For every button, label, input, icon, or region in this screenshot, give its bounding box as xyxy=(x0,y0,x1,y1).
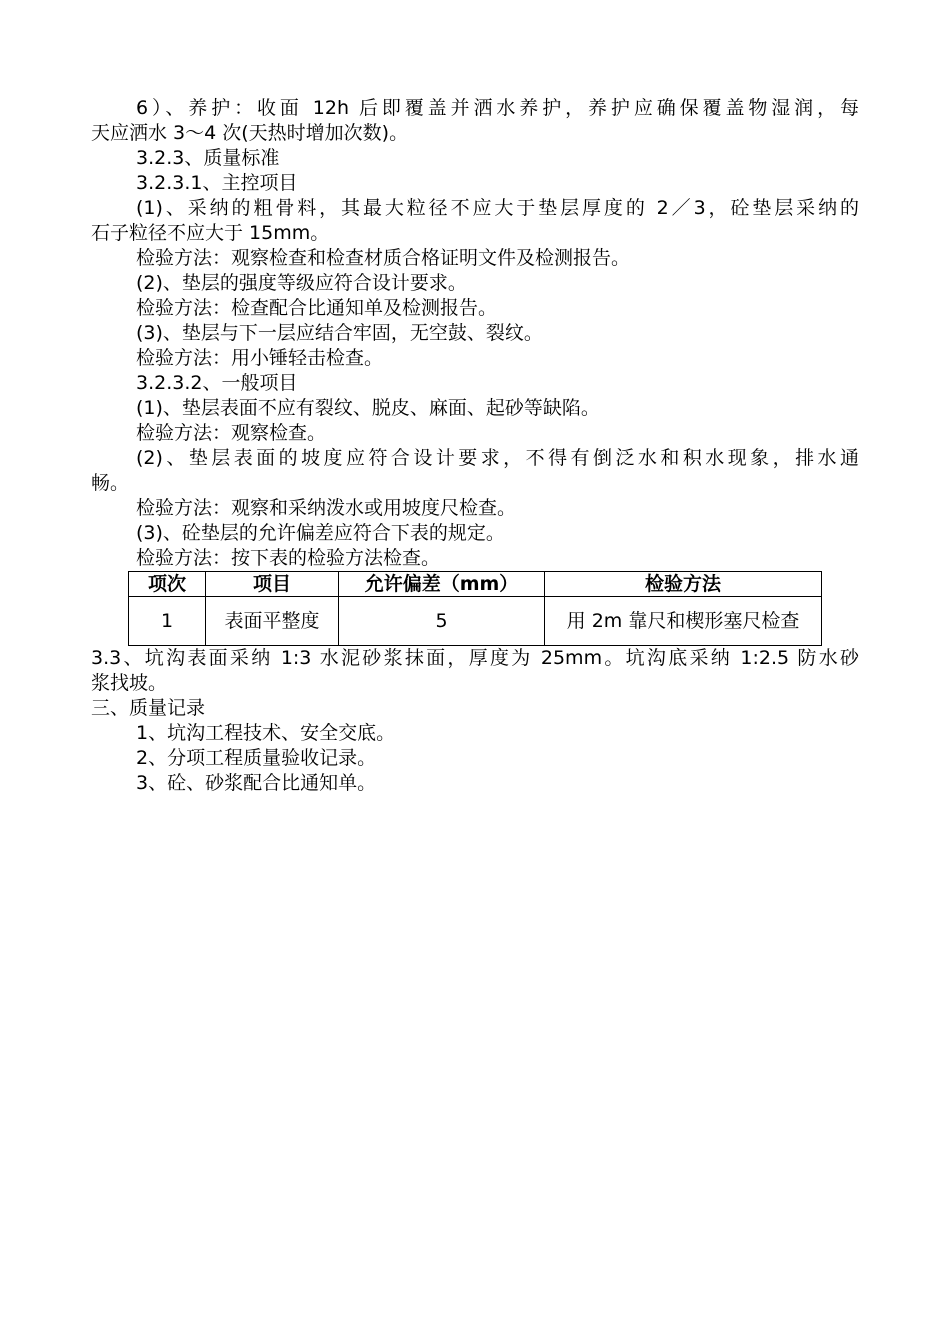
record-1: 1、坑沟工程技术、安全交底。 xyxy=(136,722,396,744)
general-item3-method: 检验方法：按下表的检验方法检查。 xyxy=(136,547,441,569)
main-item3: (3)、垫层与下一层应结合牢固，无空鼓、裂纹。 xyxy=(136,322,543,344)
section-3-3-line1: 3.3、坑沟表面采纳 1:3 水泥砂浆抹面，厚度为 25mm。坑沟底采纳 1:2.5 防水砂 xyxy=(91,647,859,669)
header-item: 项目 xyxy=(206,572,339,597)
body-text-top xyxy=(91,96,859,571)
cell-method: 用 2m 靠尺和楔形塞尺检查 xyxy=(545,597,822,646)
section-3-2-3: 3.2.3、质量标准 xyxy=(136,147,280,169)
main-item1-line1: (1)、采纳的粗骨料，其最大粒径不应大于垫层厚度的 2／3，砼垫层采纳的 xyxy=(136,197,859,219)
main-item2-method: 检验方法：检查配合比通知单及检测报告。 xyxy=(136,297,498,319)
table-row xyxy=(129,597,822,646)
main-item1-method: 检验方法：观察检查和检查材质合格证明文件及检测报告。 xyxy=(136,247,631,269)
section-3: 三、质量记录 xyxy=(91,697,206,719)
header-tolerance: 允许偏差（mm） xyxy=(339,572,545,597)
section-3-2-3-2: 3.2.3.2、一般项目 xyxy=(136,372,298,394)
main-item2: (2)、垫层的强度等级应符合设计要求。 xyxy=(136,272,467,294)
cell-tolerance: 5 xyxy=(339,597,545,646)
cell-item-no: 1 xyxy=(129,597,206,646)
header-method: 检验方法 xyxy=(545,572,822,597)
section-3-2-3-1: 3.2.3.1、主控项目 xyxy=(136,172,298,194)
header-item-no: 项次 xyxy=(129,572,206,597)
main-item1-line2: 石子粒径不应大于 15mm。 xyxy=(91,222,330,244)
body-text-bottom xyxy=(91,646,859,796)
curing-line2: 天应洒水 3～4 次(天热时增加次数)。 xyxy=(91,122,409,144)
general-item2-method: 检验方法：观察和采纳泼水或用坡度尺检查。 xyxy=(136,497,517,519)
general-item1: (1)、垫层表面不应有裂纹、脱皮、麻面、起砂等缺陷。 xyxy=(136,397,600,419)
record-3: 3、砼、砂浆配合比通知单。 xyxy=(136,772,377,794)
section-3-3-line2: 浆找坡。 xyxy=(91,672,168,694)
cell-item: 表面平整度 xyxy=(206,597,339,646)
record-2: 2、分项工程质量验收记录。 xyxy=(136,747,377,769)
document-page xyxy=(91,96,859,796)
main-item3-method: 检验方法：用小锤轻击检查。 xyxy=(136,347,384,369)
tolerance-table xyxy=(128,571,822,646)
table-header-row xyxy=(129,572,822,597)
curing-line1: 6）、养护：收面 12h 后即覆盖并洒水养护，养护应确保覆盖物湿润，每 xyxy=(136,97,859,119)
general-item2-line2: 畅。 xyxy=(91,472,130,494)
general-item2-line1: (2)、垫层表面的坡度应符合设计要求，不得有倒泛水和积水现象，排水通 xyxy=(136,447,859,469)
general-item1-method: 检验方法：观察检查。 xyxy=(136,422,327,444)
general-item3: (3)、砼垫层的允许偏差应符合下表的规定。 xyxy=(136,522,505,544)
